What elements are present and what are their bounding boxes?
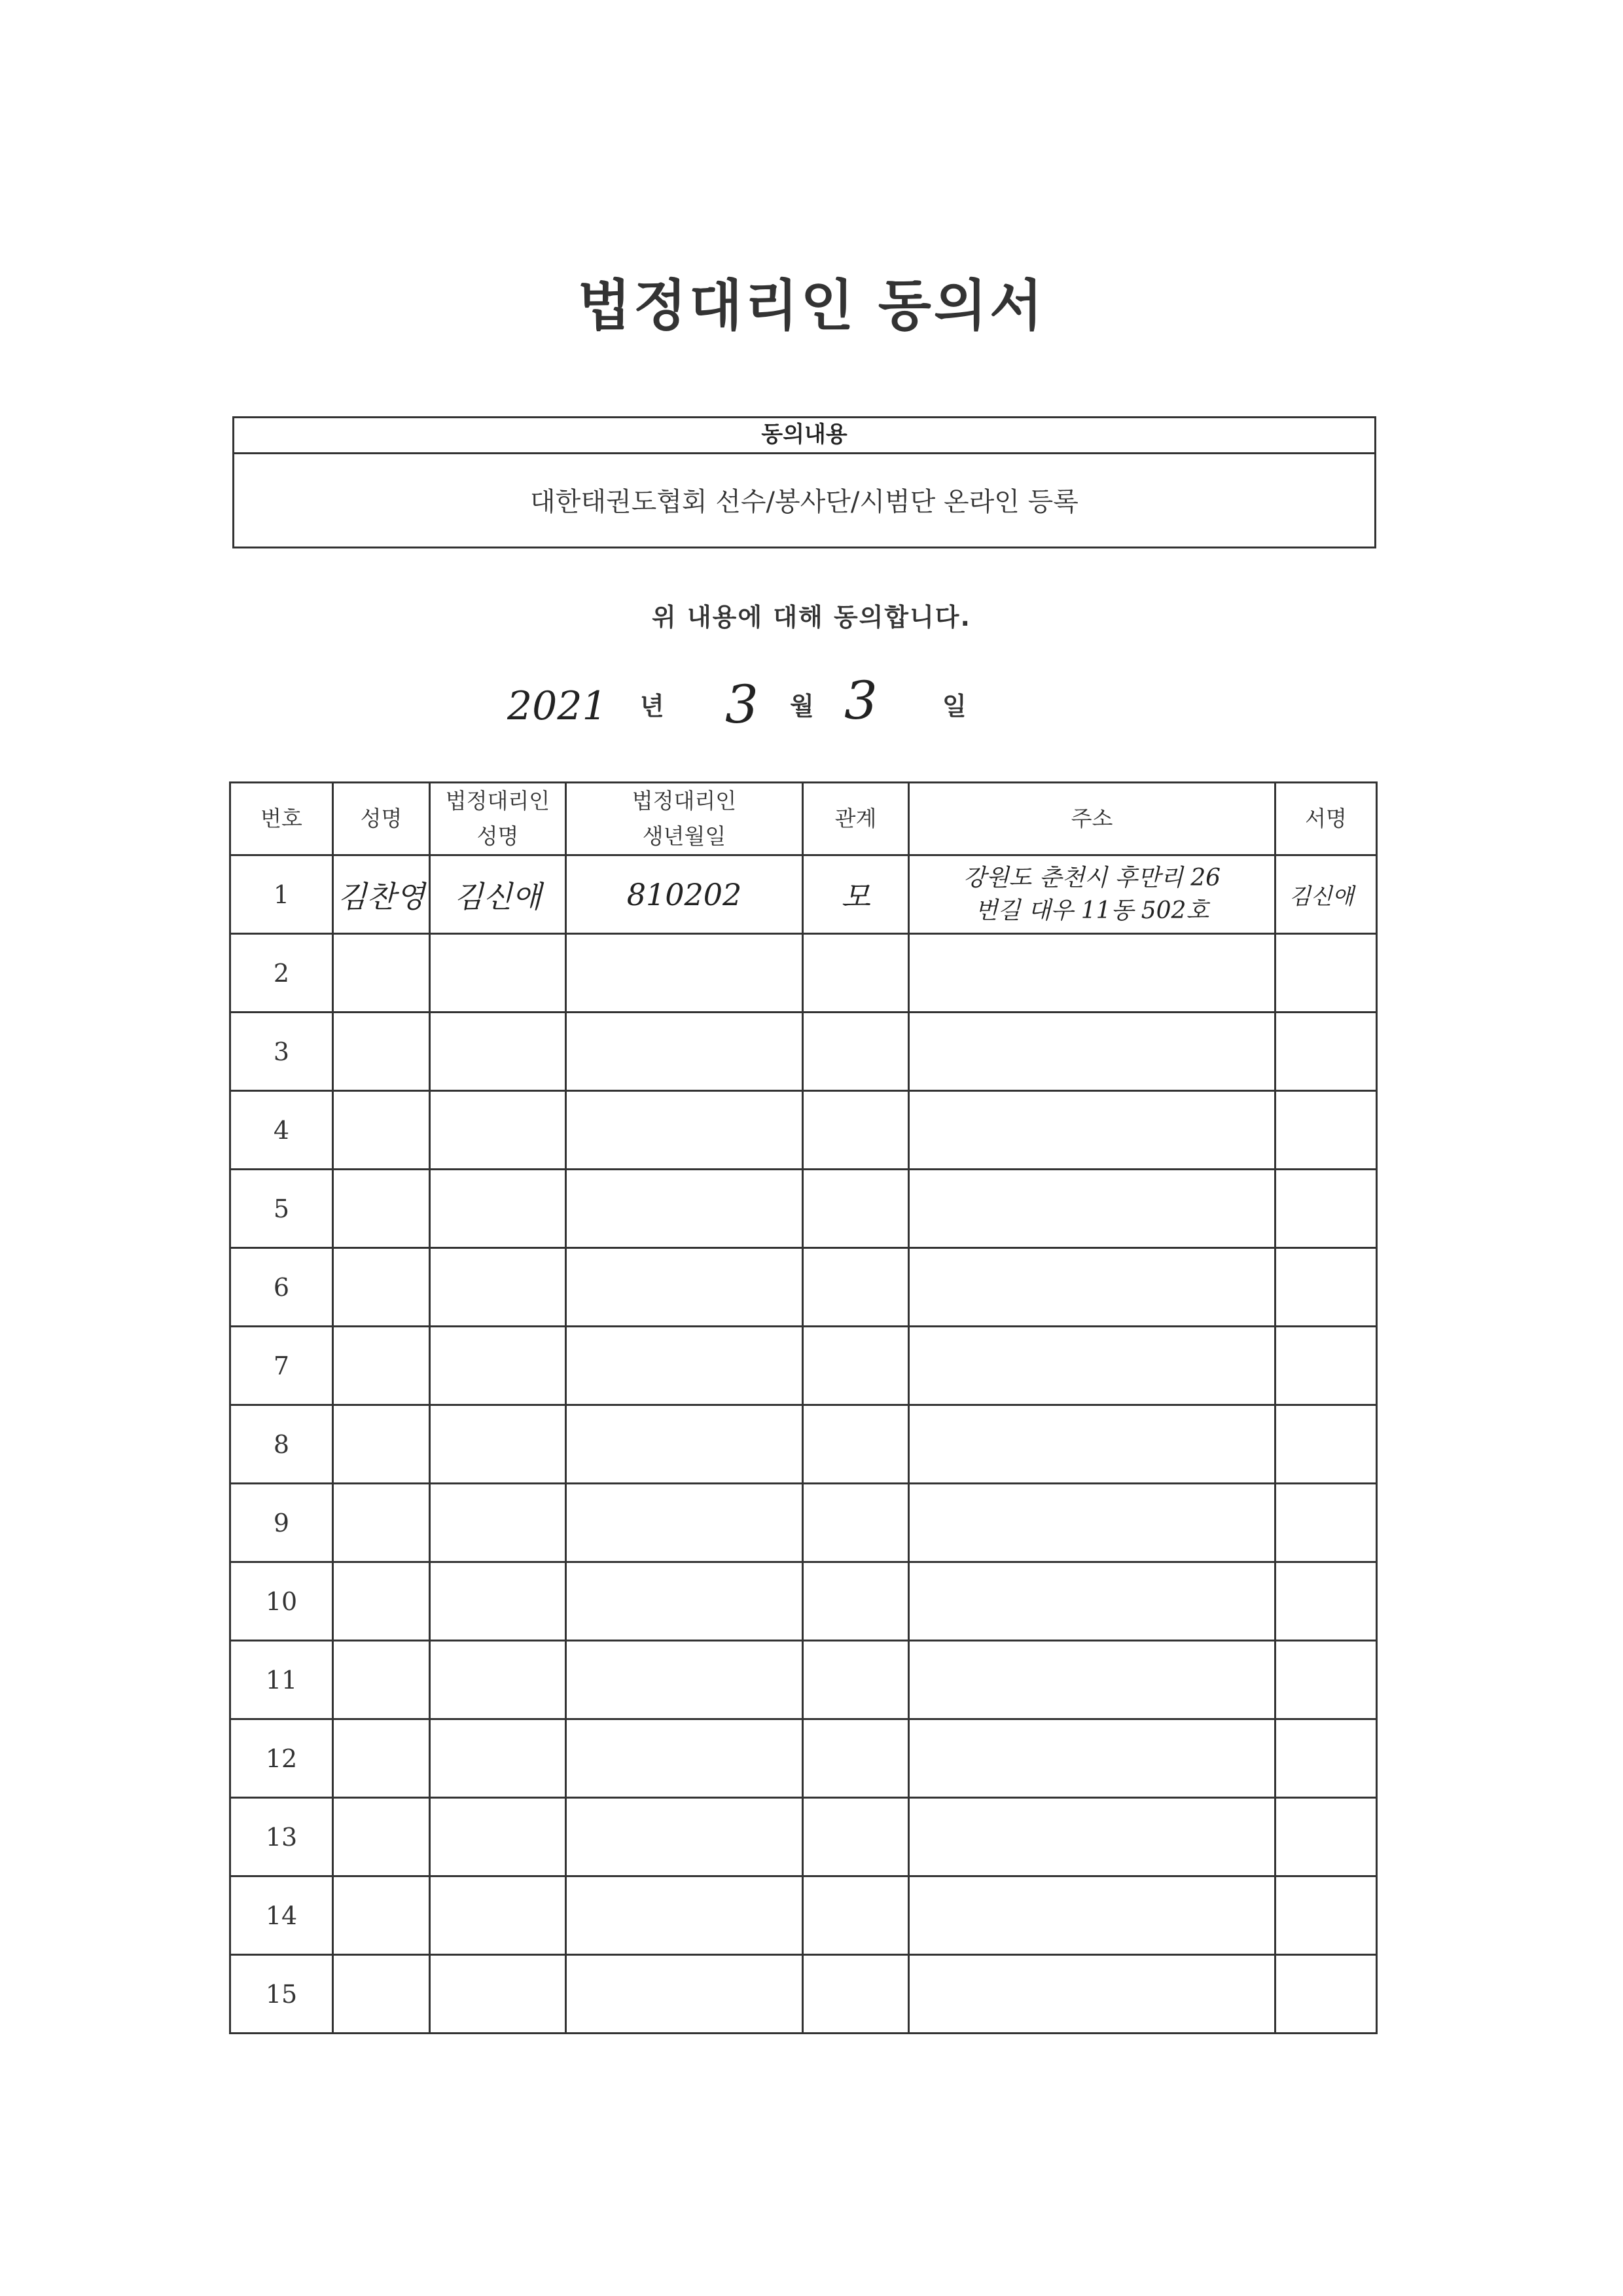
address-cell (909, 1484, 1275, 1562)
row-number-cell: 10 (230, 1562, 333, 1641)
consent-content-box (232, 416, 1376, 548)
address-cell (909, 1013, 1275, 1091)
guardian-name-cell (430, 1719, 566, 1798)
table-row (230, 1798, 1377, 1876)
relation-cell (803, 1719, 909, 1798)
relation-cell (803, 1248, 909, 1327)
row-number-cell: 15 (230, 1955, 333, 2034)
address-cell (909, 1641, 1275, 1719)
date-day-value: 3 (844, 670, 878, 731)
name-cell (333, 934, 430, 1013)
table-row (230, 1719, 1377, 1798)
header-guardian-name (430, 783, 566, 855)
name-cell (333, 1248, 430, 1327)
guardian-name-cell: 김신애 (430, 855, 566, 934)
address-cell (909, 934, 1275, 1013)
guardian-name-cell (430, 1091, 566, 1170)
table-row (230, 1955, 1377, 2034)
guardian-name-cell (430, 1798, 566, 1876)
row-number-cell: 8 (230, 1405, 333, 1484)
name-cell (333, 1405, 430, 1484)
consent-content-text: 대한태권도협회 선수/봉사단/시범단 온라인 등록 (530, 487, 1079, 517)
table-row (230, 934, 1377, 1013)
signature-cell (1275, 1876, 1377, 1955)
relation-cell (803, 1798, 909, 1876)
row-number-cell: 11 (230, 1641, 333, 1719)
address-cell (909, 1327, 1275, 1405)
row-number-cell: 12 (230, 1719, 333, 1798)
row-number-cell: 9 (230, 1484, 333, 1562)
relation-cell (803, 1484, 909, 1562)
signature-cell (1275, 934, 1377, 1013)
signature-cell (1275, 1091, 1377, 1170)
relation-cell (803, 1876, 909, 1955)
header-name: 성명 (333, 783, 430, 855)
address-cell (909, 1170, 1275, 1248)
table-row (230, 1405, 1377, 1484)
relation-cell (803, 1327, 909, 1405)
signature-cell: 김신애 (1275, 855, 1377, 934)
signature-cell (1275, 1248, 1377, 1327)
header-relation: 관계 (803, 783, 909, 855)
address-cell (909, 1798, 1275, 1876)
header-signature: 서명 (1275, 783, 1377, 855)
row-number-cell: 6 (230, 1248, 333, 1327)
signature-cell (1275, 1719, 1377, 1798)
relation-cell (803, 1955, 909, 2034)
address-cell (909, 1719, 1275, 1798)
table-row (230, 1327, 1377, 1405)
date-year-value: 2021 (507, 683, 607, 729)
row-number-cell: 14 (230, 1876, 333, 1955)
guardian-birth-cell (566, 1562, 803, 1641)
row-number-cell: 1 (230, 855, 333, 934)
row-number-cell: 2 (230, 934, 333, 1013)
guardian-name-cell (430, 1562, 566, 1641)
address-cell (909, 1248, 1275, 1327)
document-title: 법정대리인 동의서 (577, 274, 1046, 338)
address-cell (909, 1955, 1275, 2034)
relation-cell (803, 1170, 909, 1248)
table-row (230, 1641, 1377, 1719)
table-row (230, 1170, 1377, 1248)
date-year-unit: 년 (640, 692, 664, 721)
address-cell (909, 1091, 1275, 1170)
guardian-birth-cell (566, 1170, 803, 1248)
name-cell (333, 1484, 430, 1562)
relation-cell (803, 1562, 909, 1641)
name-cell (333, 1641, 430, 1719)
guardian-birth-cell (566, 1091, 803, 1170)
guardian-name-cell (430, 1955, 566, 2034)
guardian-name-cell (430, 1013, 566, 1091)
signature-cell (1275, 1327, 1377, 1405)
header-guardian-name-text: 법정대리인 성명 (445, 788, 550, 849)
relation-cell (803, 1641, 909, 1719)
guardian-name-cell (430, 1484, 566, 1562)
guardian-birth-cell (566, 1719, 803, 1798)
table-row (230, 1091, 1377, 1170)
date-day-unit: 일 (942, 692, 967, 721)
signature-cell (1275, 1013, 1377, 1091)
signature-cell (1275, 1955, 1377, 2034)
signature-cell (1275, 1170, 1377, 1248)
row-number-cell: 3 (230, 1013, 333, 1091)
signature-cell (1275, 1798, 1377, 1876)
guardian-birth-cell (566, 934, 803, 1013)
guardian-name-cell (430, 1641, 566, 1719)
signature-cell (1275, 1484, 1377, 1562)
table-row (230, 1248, 1377, 1327)
table-body (230, 855, 1377, 2034)
relation-cell (803, 1013, 909, 1091)
relation-cell (803, 934, 909, 1013)
guardian-birth-cell (566, 1013, 803, 1091)
table-header-row (230, 783, 1377, 855)
name-cell (333, 1955, 430, 2034)
guardian-name-cell (430, 1170, 566, 1248)
name-cell (333, 1798, 430, 1876)
signature-cell (1275, 1562, 1377, 1641)
relation-cell: 모 (803, 855, 909, 934)
address-cell (909, 1562, 1275, 1641)
row-number-cell: 5 (230, 1170, 333, 1248)
name-cell (333, 1013, 430, 1091)
relation-cell (803, 1405, 909, 1484)
name-cell (333, 1876, 430, 1955)
guardian-name-cell (430, 1876, 566, 1955)
guardian-birth-cell (566, 1405, 803, 1484)
guardian-name-cell (430, 1327, 566, 1405)
table-row (230, 1876, 1377, 1955)
name-cell (333, 1719, 430, 1798)
name-cell: 김찬영 (333, 855, 430, 934)
address-cell: 강원도 춘천시 후만리 26 번길 대우 11동 502호 (909, 855, 1275, 934)
row-number-cell: 13 (230, 1798, 333, 1876)
name-cell (333, 1091, 430, 1170)
header-guardian-birth (566, 783, 803, 855)
guardian-birth-cell (566, 1955, 803, 2034)
table-row (230, 1013, 1377, 1091)
guardian-consent-table (229, 781, 1378, 2034)
table-row (230, 1562, 1377, 1641)
name-cell (333, 1562, 430, 1641)
signature-cell (1275, 1641, 1377, 1719)
relation-cell (803, 1091, 909, 1170)
guardian-birth-cell (566, 1641, 803, 1719)
address-cell (909, 1405, 1275, 1484)
header-guardian-birth-text: 법정대리인 생년월일 (632, 788, 737, 849)
guardian-birth-cell (566, 1484, 803, 1562)
agreement-statement: 위 내용에 대해 동의합니다. (652, 603, 971, 632)
guardian-birth-cell: 810202 (566, 855, 803, 934)
guardian-name-cell (430, 1248, 566, 1327)
guardian-name-cell (430, 1405, 566, 1484)
guardian-birth-cell (566, 1248, 803, 1327)
address-cell (909, 1876, 1275, 1955)
signing-date (0, 670, 1623, 746)
guardian-birth-cell (566, 1876, 803, 1955)
row-number-cell: 4 (230, 1091, 333, 1170)
guardian-birth-cell (566, 1798, 803, 1876)
table-row (230, 1484, 1377, 1562)
table-row (230, 855, 1377, 934)
date-month-unit: 월 (790, 692, 814, 721)
name-cell (333, 1327, 430, 1405)
date-month-value: 3 (725, 674, 758, 735)
signature-cell (1275, 1405, 1377, 1484)
header-no: 번호 (230, 783, 333, 855)
consent-content-header: 동의내용 (234, 418, 1374, 454)
row-number-cell: 7 (230, 1327, 333, 1405)
header-address: 주소 (909, 783, 1275, 855)
guardian-name-cell (430, 934, 566, 1013)
guardian-birth-cell (566, 1327, 803, 1405)
name-cell (333, 1170, 430, 1248)
